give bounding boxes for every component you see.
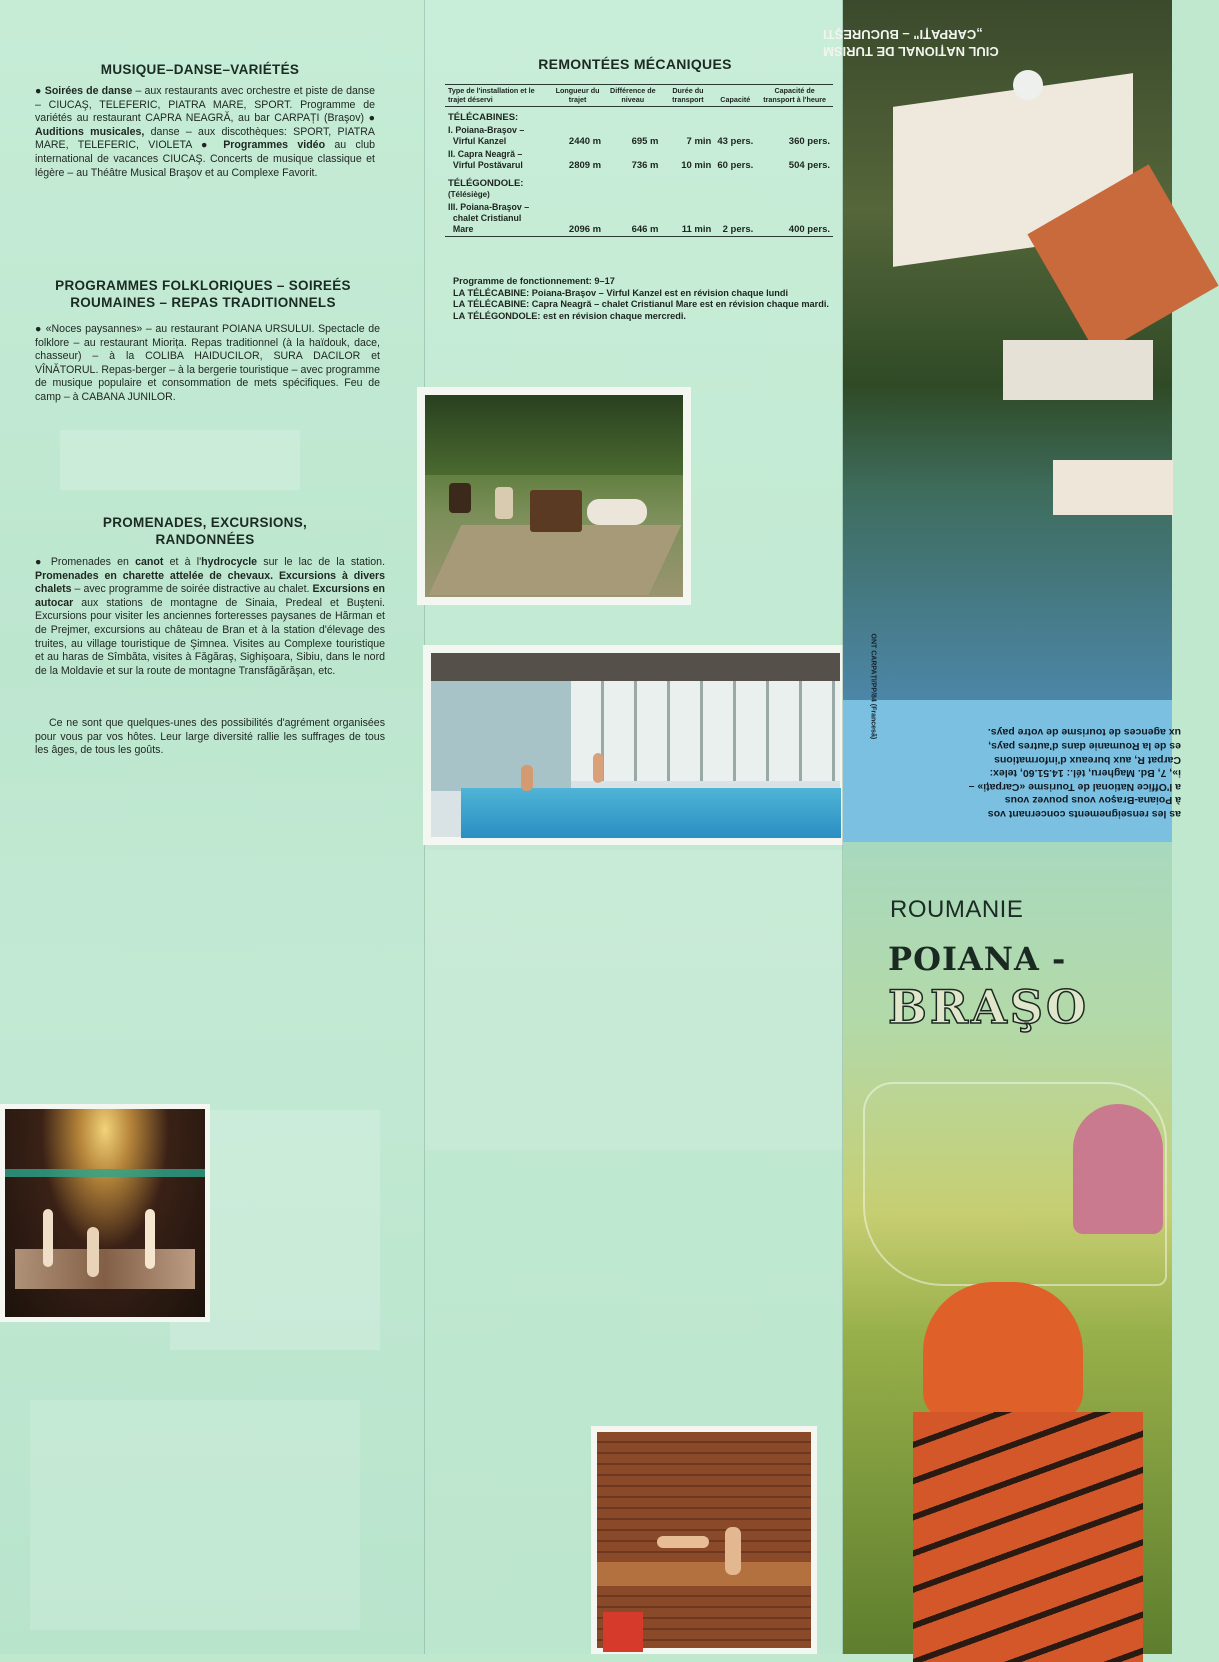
col-diff: Différence de niveau bbox=[604, 85, 661, 107]
row-name-2: Vîrful Kanzel bbox=[452, 136, 507, 146]
row-name bbox=[445, 124, 551, 148]
cell-duration: 10 min bbox=[681, 160, 712, 171]
col-duration: Durée du transport bbox=[662, 85, 715, 107]
note-telegondole bbox=[453, 311, 838, 323]
row-name-1: I. Poiana-Braşov – bbox=[448, 125, 525, 135]
stage-floor bbox=[15, 1249, 195, 1289]
faded-building-shape bbox=[30, 1400, 360, 1630]
row-name-1: III. Poiana-Braşov – bbox=[448, 202, 530, 212]
carriage bbox=[530, 490, 582, 532]
info-line: es de la Roumanie dans d'autres pays, bbox=[988, 740, 1181, 753]
pool-ceiling bbox=[431, 653, 840, 681]
cell-length: 2809 m bbox=[568, 160, 602, 171]
musique-t3: Auditions musicales, bbox=[35, 125, 145, 138]
cover-title-2: BRAŞO bbox=[888, 980, 1090, 1034]
note-capra bbox=[453, 299, 838, 311]
remontees-title: REMONTÉES MÉCANIQUES bbox=[538, 56, 732, 72]
cover-title-1: POIANA - bbox=[888, 940, 1067, 978]
prom-a2: canot bbox=[135, 556, 164, 568]
musique-t4: danse – aux discothèques: SPORT, PIATRA MARE, TELEFERIC, VIOLETA ● bbox=[35, 125, 375, 152]
upside-info-text bbox=[861, 725, 1181, 820]
skier-jacket bbox=[913, 1412, 1143, 1662]
skier-illustration bbox=[923, 1282, 1083, 1422]
horse-rider bbox=[449, 483, 471, 513]
table-row bbox=[445, 124, 833, 148]
horse-rider bbox=[495, 487, 513, 519]
cell-diff: 695 m bbox=[631, 136, 659, 147]
row-name-1: II. Capra Neagră – bbox=[448, 149, 523, 159]
promenades-title bbox=[40, 514, 370, 548]
table-row bbox=[445, 148, 833, 172]
cell-capacity: 43 pers. bbox=[717, 136, 754, 147]
upside-header bbox=[823, 26, 1163, 60]
col-type: Type de l'installation et le trajet déservi bbox=[445, 85, 551, 107]
folklore-body: ● «Noces paysannes» – au restaurant POIANA URSULUI. Spectacle de folklore – au restaurant Miorița. Repas traditionnel (à la haïdouk, dace, chasseur) – à la COLIBA HAIDUCILOR, SURA DACILOR et VÎNĂTORUL. Repas-berger – à la bergerie touristique – avec programme de musique populaire et consommation de mets spécifiques. Feu de camp – à CABANA JUNILOR. bbox=[35, 323, 380, 403]
forest-road bbox=[429, 525, 682, 595]
dancer-figure bbox=[145, 1209, 155, 1269]
info-line: ux agences de tourisme de votre pays. bbox=[987, 726, 1181, 739]
cover-front bbox=[843, 852, 1172, 1654]
note-kanzel-text: Poiana-Braşov – Vîrful Kanzel est en révision chaque lundi bbox=[529, 287, 789, 298]
promenades-title-2: RANDONNÉES bbox=[155, 532, 255, 547]
table-row bbox=[445, 201, 833, 237]
info-line: Carpat R, aux bureaux d'informations bbox=[994, 753, 1181, 766]
col-hourly: Capacité de transport à l'heure bbox=[756, 85, 833, 107]
musique-t6: au club international de vacances CIUCAŞ. Concerts de musique classique et légère – au Théâtre Musical Braşov et au Complexe Favorit. bbox=[35, 139, 375, 179]
cell-duration: 11 min bbox=[681, 224, 712, 235]
cell-capacity: 60 pers. bbox=[717, 160, 754, 171]
cell-hourly: 504 pers. bbox=[788, 160, 830, 171]
row-name bbox=[445, 201, 551, 237]
group-telegondole bbox=[445, 172, 833, 201]
info-line: a l'Office National de Tourisme «Carpați» – bbox=[968, 780, 1181, 793]
panel-middle bbox=[425, 0, 843, 1654]
note-capra-text: Capra Neagră – chalet Cristianul Mare est en révision chaque mardi. bbox=[529, 299, 829, 309]
sauna-figure bbox=[657, 1536, 709, 1548]
promenades-body bbox=[35, 556, 385, 678]
prom-a4: hydrocycle bbox=[201, 556, 258, 568]
note-telegondole-text: est en révision chaque mercredi. bbox=[540, 310, 686, 321]
col-capacity: Capacité bbox=[714, 85, 756, 107]
info-line: i», 7, Bd. Magheru, tél.: 14.51.60, telex: bbox=[989, 767, 1181, 780]
woman-illustration bbox=[1073, 1104, 1163, 1234]
cell-length: 2096 m bbox=[568, 224, 602, 235]
cell-hourly: 400 pers. bbox=[788, 224, 830, 235]
cell-length: 2440 m bbox=[568, 136, 602, 147]
photo-sauna bbox=[591, 1426, 817, 1654]
note-telegondole-label: LA TÉLÉGONDOLE: bbox=[453, 310, 541, 321]
musique-t1: Soirées de danse bbox=[44, 85, 133, 97]
promenades-title-1: PROMENADES, EXCURSIONS, bbox=[102, 515, 308, 530]
photo-indoor-pool bbox=[423, 645, 848, 845]
panel-cover bbox=[823, 0, 1181, 1654]
row-name-1b: chalet Cristianul bbox=[452, 213, 522, 223]
note-hours: Programme de fonctionnement: 9–17 bbox=[453, 276, 615, 286]
pool-wall bbox=[431, 681, 571, 791]
prom-a5: sur le lac de la station. bbox=[257, 556, 386, 568]
hotel-building bbox=[1003, 340, 1153, 400]
note-capra-label: LA TÉLÉCABINE: bbox=[453, 299, 530, 309]
prom-a8: Excursions en autocar bbox=[35, 583, 385, 609]
side-credit: ONT CARPAȚI/PP/84 (Francesă) bbox=[869, 633, 877, 740]
prom-a3: et à l' bbox=[163, 556, 202, 568]
folklore-title bbox=[18, 277, 388, 311]
faded-building-shape bbox=[60, 430, 300, 490]
group-telecabines: TÉLÉCABINES: bbox=[448, 112, 519, 123]
remontees-table bbox=[445, 84, 833, 237]
cell-capacity: 2 pers. bbox=[722, 224, 754, 235]
upside-header-2: „CARPAȚI" – BUCUREŞTI bbox=[823, 27, 983, 42]
musique-t2: – aux restaurants avec orchestre et piste de danse – CIUCAŞ, TELEFERIC, PIATRA MARE, SPORT. Programme de variétés au restaurant CAPRA NEAGRĂ, au bar CARPAȚI (Braşov) ● bbox=[35, 85, 375, 125]
white-horses bbox=[587, 499, 647, 525]
cover-back-panel bbox=[823, 0, 1181, 842]
prom-a9: aux stations de montagne de Sinaia, Predeal et Buşteni. Excursions pour visiter les anciennes forteresses paysanes de Hărman et de Prejmer, excursions au château de Bran et à la station d'élevage des truites, au village touristique de Şimnea. Visites au Complexe touristique et au haras de Sîmbăta, visites à Făgăraş, Sighişoara, Sibiu, dans le nord de la Moldavie et sur la route de montagne Transfăgărăşan, etc. bbox=[35, 596, 385, 677]
pool-water bbox=[461, 788, 841, 838]
photo-cabaret bbox=[0, 1104, 210, 1322]
photo-horse-carriage bbox=[417, 387, 691, 605]
row-name bbox=[445, 148, 551, 172]
col-length: Longueur du trajet bbox=[551, 85, 604, 107]
info-line: as les renseignements concernant vos bbox=[987, 808, 1181, 821]
group-telegondole-label: TÉLÉGONDOLE: bbox=[448, 178, 524, 189]
group-telesiege-label: (Télésiège) bbox=[448, 190, 490, 199]
row-name-2: Mare bbox=[452, 224, 474, 234]
panel-left bbox=[0, 0, 425, 1654]
cover-country: ROUMANIE bbox=[890, 896, 1024, 923]
info-line: à Poiana-Braşov vous pouvez vous bbox=[1004, 794, 1181, 807]
folklore-title-2: ROUMAINES – REPAS TRADITIONNELS bbox=[70, 295, 336, 310]
folklore-title-1: PROGRAMMES FOLKLORIQUES – SOIREÉS bbox=[55, 278, 351, 293]
promenades-closing: Ce ne sont que quelques-unes des possibilités d'agrément organisées pour vous par vos hôtes. Leur large diversité rallie les suffrages de tous les âges, de tous les goûts. bbox=[35, 717, 385, 757]
dancer-figure bbox=[87, 1227, 99, 1277]
cell-hourly: 360 pers. bbox=[788, 136, 830, 147]
remontees-notes bbox=[453, 276, 838, 322]
prom-a6: Promenades en charette attelée de chevaux. Excursions à divers chalets bbox=[35, 569, 385, 596]
cell-diff: 736 m bbox=[631, 160, 659, 171]
row-name-2: Vîrful Postăvarul bbox=[452, 160, 523, 170]
swimmer-figure bbox=[593, 753, 603, 783]
sauna-stove bbox=[603, 1612, 643, 1652]
swimmer-figure bbox=[521, 765, 533, 791]
pool-windows bbox=[571, 681, 840, 781]
cell-duration: 7 min bbox=[686, 136, 712, 147]
note-kanzel bbox=[453, 288, 838, 300]
musique-body: ● Soirées de danse – aux restaurants avec orchestre et piste de danse – CIUCAŞ, TELEFERIC, PIATRA MARE, SPORT. Programme de variétés au restaurant CAPRA NEAGRĂ, au bar CARPAȚI (Braşov) ● Auditions musicales, danse – aux discothèques: SPORT, PIATRA MARE, TELEFERIC, VIOLETA ● Programmes vidéo au club international de vacances CIUCAŞ. Concerts de musique classique et légère – au Théâtre Musical Braşov et au Complexe Favorit. bbox=[35, 85, 375, 179]
faded-building-shape bbox=[425, 850, 843, 1150]
stage-light-strip bbox=[5, 1169, 205, 1177]
musique-title: MUSIQUE–DANSE–VARIÉTÉS bbox=[100, 62, 300, 77]
hotel-building bbox=[1053, 460, 1173, 515]
musique-t5: Programmes vidéo bbox=[223, 139, 326, 152]
prom-a1: ● Promenades en bbox=[35, 556, 136, 568]
note-kanzel-label: LA TÉLÉCABINE: bbox=[453, 287, 530, 298]
sauna-bench bbox=[597, 1562, 811, 1586]
forest-canopy bbox=[425, 395, 683, 475]
sauna-figure bbox=[725, 1527, 741, 1575]
tourism-logo bbox=[1013, 70, 1043, 100]
prom-a7: – avec programme de soirée distractive au chalet. bbox=[71, 583, 313, 596]
dancer-figure bbox=[43, 1209, 53, 1267]
upside-header-1: CIUL NAȚIONAL DE TURISM bbox=[823, 44, 999, 59]
cell-diff: 646 m bbox=[631, 224, 659, 235]
